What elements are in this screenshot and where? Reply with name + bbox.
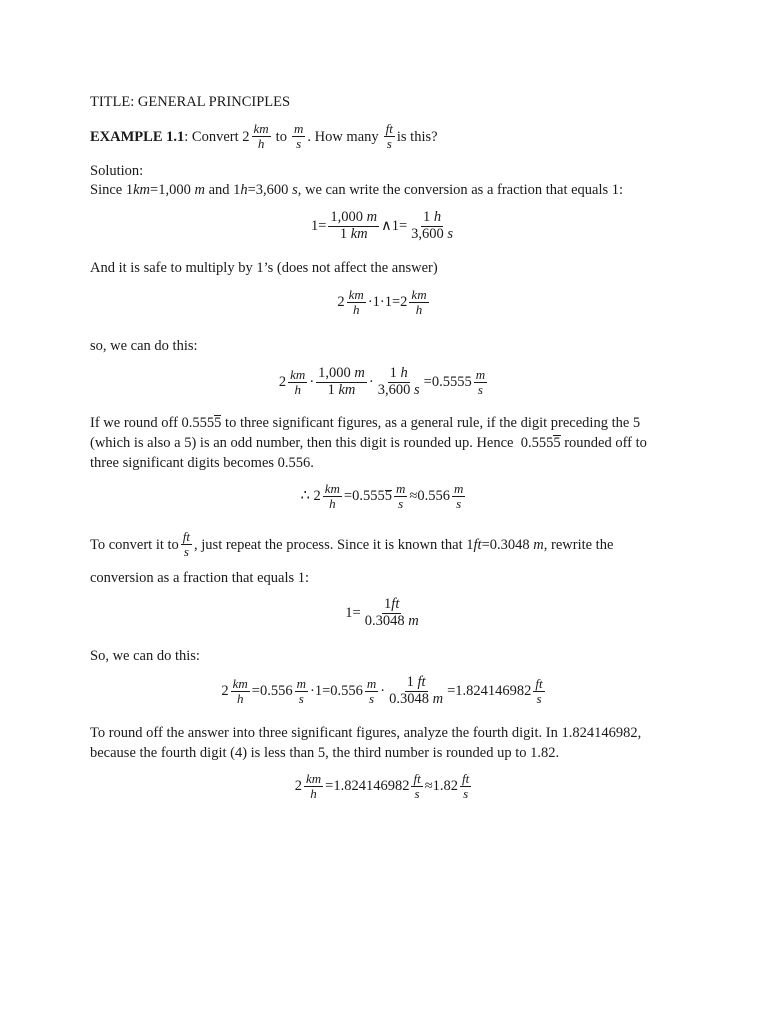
equation-therefore: ∴ 2 $\frac{km}{h}$ =0.555 5 $\frac{m}{s}$ ≈0.556 $\frac{m}{s}$	[300, 481, 464, 512]
to-text: to	[275, 128, 287, 145]
convert-paragraph-line-2: conversion as a fraction that equals 1:	[90, 570, 310, 586]
example-label: EXAMPLE 1.1	[90, 128, 185, 145]
rounding-paragraph-line-1: If we round off 0.5555 to three significant figures, as a general rule, if the digit preceding the 5	[90, 415, 641, 431]
rounding-paragraph-line-2: (which is also a 5) is an odd number, then this digit is rounded up. Hence 0.5555 rounded off to	[90, 435, 647, 451]
fraction-ft-per-s: $\frac{ft}{s}$	[385, 121, 393, 152]
fraction-m-per-s: $\frac{m}{s}$	[293, 121, 304, 152]
round-paragraph-line-2: because the fourth digit (4) is less than 5, the third number is rounded up to 1.82.	[90, 745, 560, 761]
example-convert-text: : Convert 2	[184, 128, 250, 145]
equation-unit-fractions: 1= $\frac{1,000 m}{1 km}$ ∧1= $\frac{1 h}{3,600 s}$	[310, 209, 454, 242]
fraction-km-per-h: $\frac{km}{h}$	[253, 121, 269, 152]
question-text: . How many	[307, 128, 379, 145]
rounding-paragraph-line-3: three significant digits becomes 0.556.	[90, 455, 314, 471]
is-this-text: is this?	[396, 128, 438, 145]
equation-ft-fraction: 1= $\frac{1ft}{0.3048 m}$	[345, 596, 419, 629]
equation-conversion: 2 $\frac{km}{h}$ · $\frac{1,000 m}{1 km}$ · $\frac{1 h}{3,600 s}$ =0.5555 $\frac{m}{s}$	[278, 365, 486, 398]
equation-final-result: 2 $\frac{km}{h}$ =1.824146982 $\frac{ft}{s}$ ≈1.82 $\frac{ft}{s}$	[294, 771, 470, 802]
equation-multiply-ones: 2 $\frac{km}{h}$ ·1·1=2 $\frac{km}{h}$	[337, 287, 427, 318]
safe-multiply-text: And it is safe to multiply by 1’s (does not affect the answer)	[90, 260, 438, 276]
solution-label: Solution:	[90, 163, 144, 179]
so-text-2: So, we can do this:	[90, 648, 200, 664]
so-text: so, we can do this:	[90, 338, 198, 354]
document-title: TITLE: GENERAL PRINCIPLES	[90, 94, 291, 110]
since-sentence: Since 1km=1,000 m and 1h=3,600 s, we can write the conversion as a fraction that equals 1:	[90, 182, 624, 198]
round-paragraph-line-1: To round off the answer into three significant figures, analyze the fourth digit. In 1.824146982,	[90, 725, 642, 741]
convert-paragraph-line-1: To convert it to $\frac{ft}{s}$ , just repeat the process. Since it is known that 1 ft =0.3048 m , rewrite the	[90, 529, 614, 560]
example-statement	[90, 122, 438, 152]
equation-ft-conversion: 2 $\frac{km}{h}$ =0.556 $\frac{m}{s}$ ·1=0.556 $\frac{m}{s}$ · $\frac{1 ft}{0.3048 m}$ =1.824146982 $\frac{ft}{s}$	[221, 674, 543, 707]
